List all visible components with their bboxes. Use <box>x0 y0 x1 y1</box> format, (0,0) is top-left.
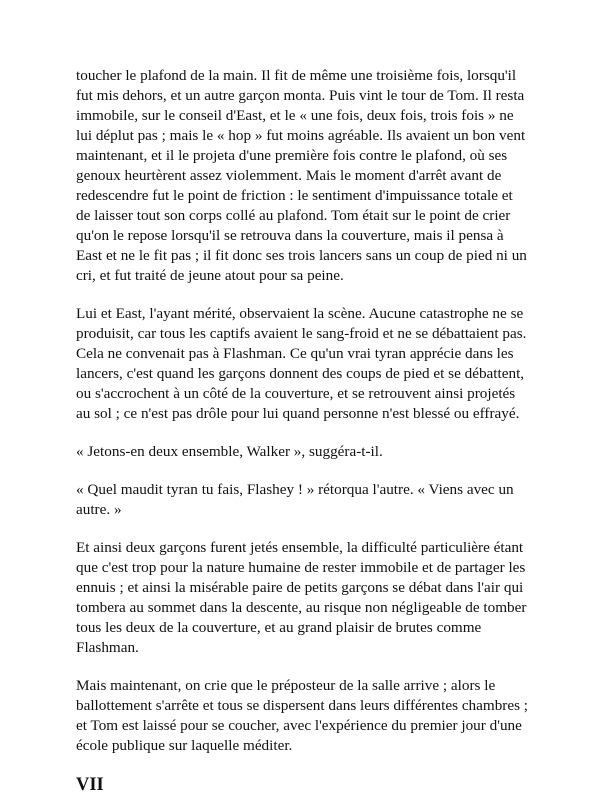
paragraph: Et ainsi deux garçons furent jetés ensemble, la difficulté particulière étant que c'est trop pour la nature humaine de rester immobile et de partager les ennuis ; et ainsi la misérable paire de petits garçons se débat dans l'air qui tombera au sommet dans la descente, au risque non négligeable de tomber tous les deux de la couverture, et au grand plaisir de brutes comme Flashman. <box>76 539 527 656</box>
section-heading: VII <box>76 775 104 795</box>
document-page <box>76 66 530 796</box>
paragraph: « Jetons-en deux ensemble, Walker », suggéra-t-il. <box>76 443 383 460</box>
paragraph: « Quel maudit tyran tu fais, Flashey ! » rétorqua l'autre. « Viens avec un autre. » <box>76 481 514 518</box>
paragraph: Mais maintenant, on crie que le préposteur de la salle arrive ; alors le ballottement s'arrête et tous se dispersent dans leurs différentes chambres ; et Tom est laissé pour se coucher, avec l'expérience du premier jour d'une école publique sur laquelle méditer. <box>76 677 529 754</box>
paragraph: Lui et East, l'ayant mérité, observaient la scène. Aucune catastrophe ne se produisit, car tous les captifs avaient le sang-froid et ne se débattaient pas. Cela ne convenait pas à Flashman. Ce qu'un vrai tyran apprécie dans les lancers, c'est quand les garçons donnent des coups de pied et se débattent, ou s'accrochent à un côté de la couverture, et se retrouvent ainsi projetés au sol ; ce n'est pas drôle pour lui quand personne n'est blessé ou effrayé. <box>76 305 527 422</box>
paragraph: toucher le plafond de la main. Il fit de même une troisième fois, lorsqu'il fut mis dehors, et un autre garçon monta. Puis vint le tour de Tom. Il resta immobile, sur le conseil d'East, et le « une fois, deux fois, trois fois » ne lui déplut pas ; mais le « hop » fut moins agréable. Ils avaient un bon vent maintenant, et il le projeta d'une première fois contre le plafond, où ses genoux heurtèrent assez violemment. Mais le moment d'arrêt avant de redescendre fut le point de friction : le sentiment d'impuissance totale et de laisser tout son corps collé au plafond. Tom était sur le point de crier qu'on le repose lorsqu'il se retrouva dans la couverture, mais il pensa à East et ne le fit pas ; il fit donc ses trois lancers sans un coup de pied ni un cri, et fut traité de jeune atout pour sa peine. <box>76 67 527 284</box>
